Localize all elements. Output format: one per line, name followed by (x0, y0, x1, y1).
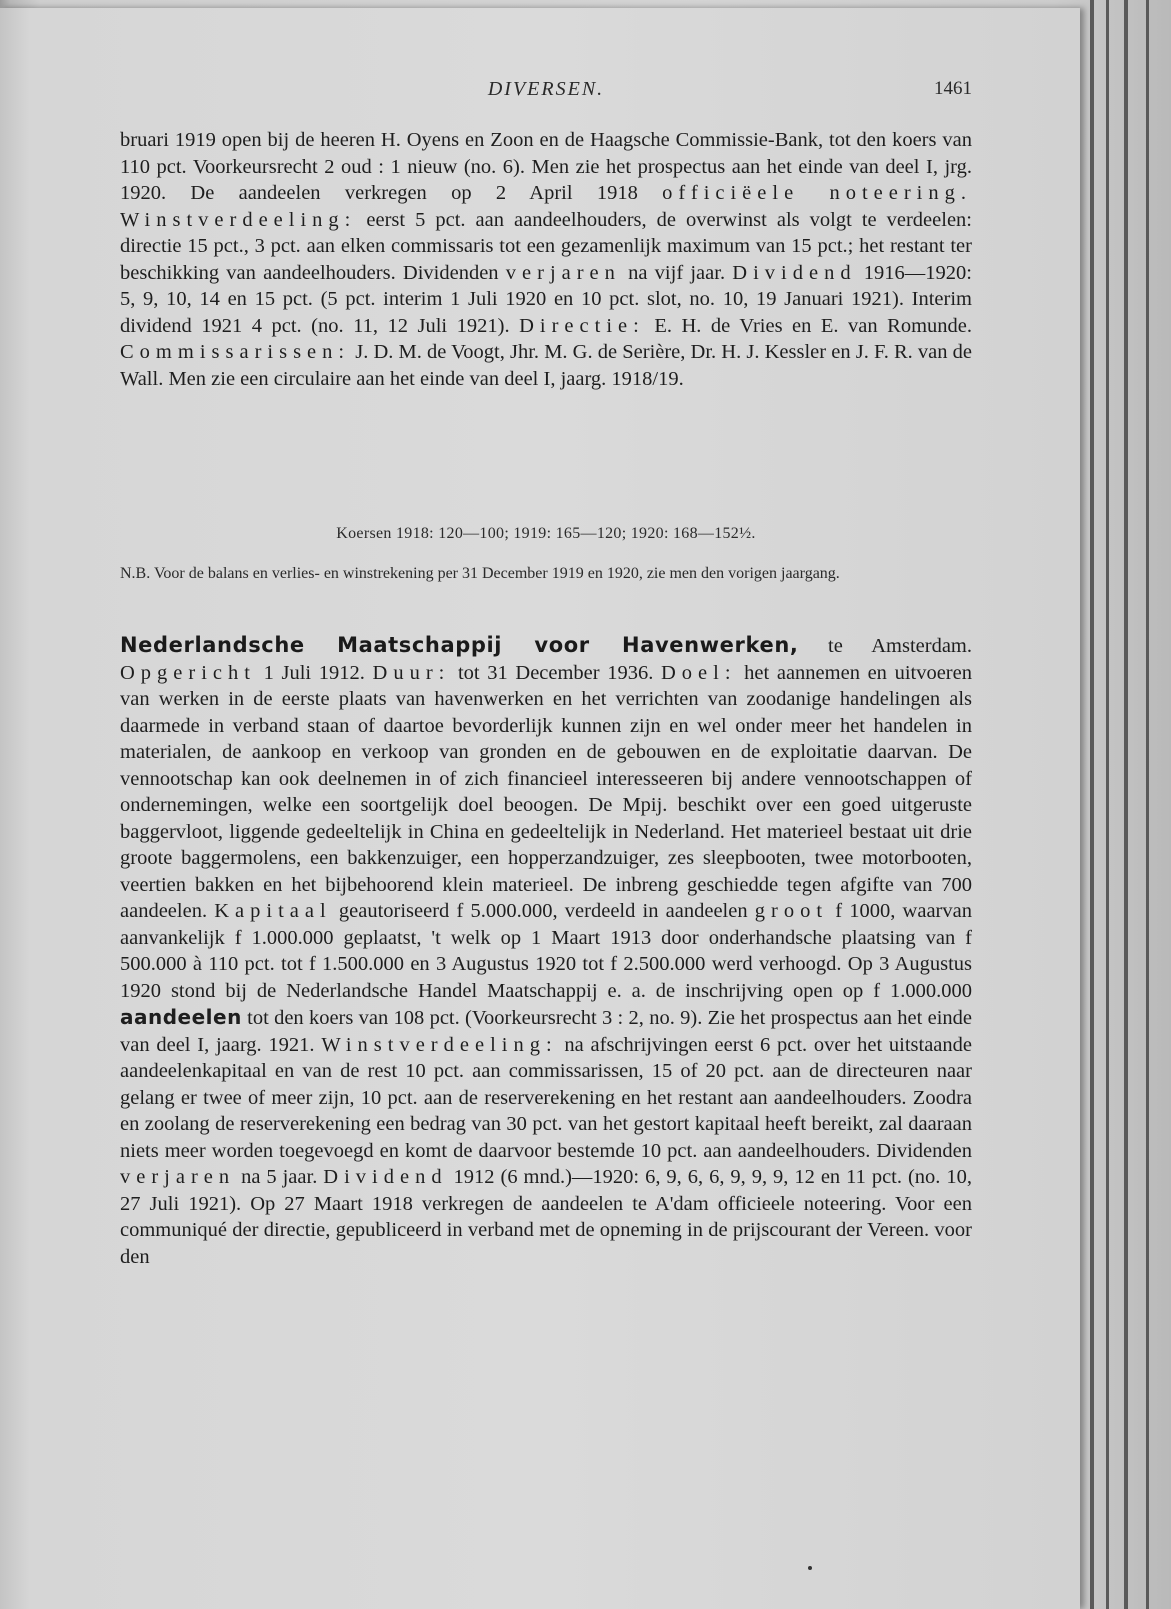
text-run: na 5 jaar. (235, 1166, 324, 1188)
page-edge (1090, 0, 1094, 1609)
text-run: 1912 (6 mnd.)—1920: 6, 9, 6, 6, 9, 9, 9, 12 en 11 pct. (no. 10, 27 Juli 1921). Op 27 Maart 1918 verkregen de aandeelen te A'dam officieele noteering. Voor een communiqué der directie, gepubliceerd in verband met de opneming in de prijscourant der Vereen. voor den (120, 1166, 972, 1268)
spaced-term: verjaren (120, 1166, 236, 1188)
company-name-heading: Nederlandsche Maatschappij voor Havenwerken, (120, 633, 799, 657)
text-run: 1916—1920: 5, 9, 10, 14 en 15 pct. (5 pct. interim 1 Juli 1920 en 10 pct. slot, no. 10, 19 Januari 1921). Interim dividend 1921 4 pct. (no. 11, 12 Juli 1921). (120, 261, 972, 337)
text-run: het aannemen en uitvoeren van werken in de eerste plaats van havenwerken en het verrichten van zoodanige handelingen als daarmede in verband staan of daartoe bevorderlijk kunnen zijn en wel onder meer het handelen in materialen, de aankoop en verkoop van gronden en de gebouwen en de exploitatie daarvan. De vennootschap kan ook deelnemen in of zich financieel interesseeren bij andere vennootschappen of ondernemingen, welke een soortgelijk doel beoogen. De Mpij. beschikt over een goed uitgeruste baggervloot, liggende gedeeltelijk in China en gedeeltelijk in Nederland. Het materieel bestaat uit drie groote baggermolens, een bakkenzuiger, een hopperzandzuiger, zes sleepbooten, twee motorbooten, veertien bakken en het bijbehoorend klein materieel. De inbreng geschiedde tegen afgifte van 700 aandeelen. (120, 661, 972, 922)
page-edge (1124, 0, 1128, 1609)
price-quotes-line: Koersen 1918: 120—100; 1919: 165—120; 1920: 168—152½. (336, 525, 756, 542)
text-run: te Amsterdam. (798, 635, 973, 657)
spaced-term: Kapitaal (214, 900, 332, 922)
ink-speck (808, 1566, 812, 1570)
page-header (120, 78, 972, 106)
text-run: eerst 5 pct. aan aandeelhouders, de overwinst als volgt te verdeelen: directie 15 pct., 3 pct. aan elken commissaris tot een gezamenlijk maximum van 15 pct.; het restant ter beschikking van aandeelhouders. Dividenden (120, 208, 972, 284)
spaced-term: Winstverdeeling: (321, 1033, 558, 1056)
company-entry (120, 632, 972, 1270)
bold-term: aandeelen (120, 1005, 242, 1029)
nota-bene-note: N.B. Voor de balans en verlies- en winstrekening per 31 December 1919 en 1920, zie men den vorigen jaargang. (120, 565, 840, 582)
text-run: na afschrijvingen eerst 6 pct. over het uitstaande aandeelenkapitaal en van de rest 10 pct. aan commissarissen, 15 of 20 pct. aan de directeuren naar gelang er twee of meer zijn, 10 pct. aan de reserverekening en het restant aan aandeelhouders. Zoodra en zoolang de reserverekening een bedrag van 30 pct. van het gestort kapitaal heeft bereikt, zal daaraan niets meer worden toegevoegd en komt de daarvoor bestemde 10 pct. aan aandeelhouders. Dividenden (120, 1033, 973, 1162)
spaced-term: Doel: (661, 661, 737, 684)
entry-paragraph-continued (120, 127, 972, 392)
text-run: geautoriseerd f 5.000.000, verdeeld in aandeelen (331, 900, 755, 922)
text-run: J. D. M. de Voogt, Jhr. M. G. de Serière, Dr. H. J. Kessler en J. F. R. van de Wall. Men zie een circulaire aan het einde van deel I, jaarg. 1918/19. (120, 341, 972, 390)
spaced-term: officiëele noteering. (662, 182, 973, 204)
spaced-term: groot (754, 900, 829, 922)
spaced-term: Opgericht (120, 661, 256, 684)
text-run: bruari 1919 open bij de heeren H. Oyens en Zoon en de Haagsche Commissie-Bank, tot den koers van 110 pct. Voorkeursrecht 2 oud : 1 nieuw (no. 6). Men zie het prospectus aan het einde van deel I, jrg. 1920. De aandeelen verkregen op 2 April 1918 (120, 129, 972, 204)
text-run: tot 31 December 1936. (450, 661, 661, 684)
text-run: 1 Juli 1912. (255, 661, 373, 684)
page-edge (1106, 0, 1109, 1609)
spaced-term: Duur: (372, 661, 451, 684)
spaced-term: verjaren (505, 261, 621, 284)
running-head: DIVERSEN. (487, 78, 605, 100)
text-run: f 1000, waarvan aanvankelijk f 1.000.000 geplaatst, 't welk op 1 Maart 1913 door onderhandsche plaatsing van f 500.000 à 110 pct. tot f 1.500.000 en 3 Augustus 1920 tot f 2.500.000 werd verhoogd. Op 3 Augustus 1920 stond bij de Nederlandsche Handel Maatschappij e. a. de inschrijving open op f 1.000.000 (120, 900, 972, 1002)
spaced-term: Winstverdeeling: (120, 208, 357, 231)
spaced-term: Directie: (519, 314, 645, 337)
page-edge (1146, 0, 1149, 1609)
page-number: 1461 (934, 78, 972, 99)
spaced-term: Dividend (323, 1166, 448, 1188)
text-run: E. H. de Vries en E. van Romunde. (644, 314, 973, 337)
text-run: na vijf jaar. (620, 261, 733, 284)
spaced-term: Commissarissen: (120, 341, 351, 363)
text-run: tot den koers van 108 pct. (Voorkeursrecht 3 : 2, no. 9). Zie het prospectus aan het einde van deel I, jaarg. 1921. (120, 1007, 972, 1056)
spaced-term: Dividend (732, 261, 857, 284)
